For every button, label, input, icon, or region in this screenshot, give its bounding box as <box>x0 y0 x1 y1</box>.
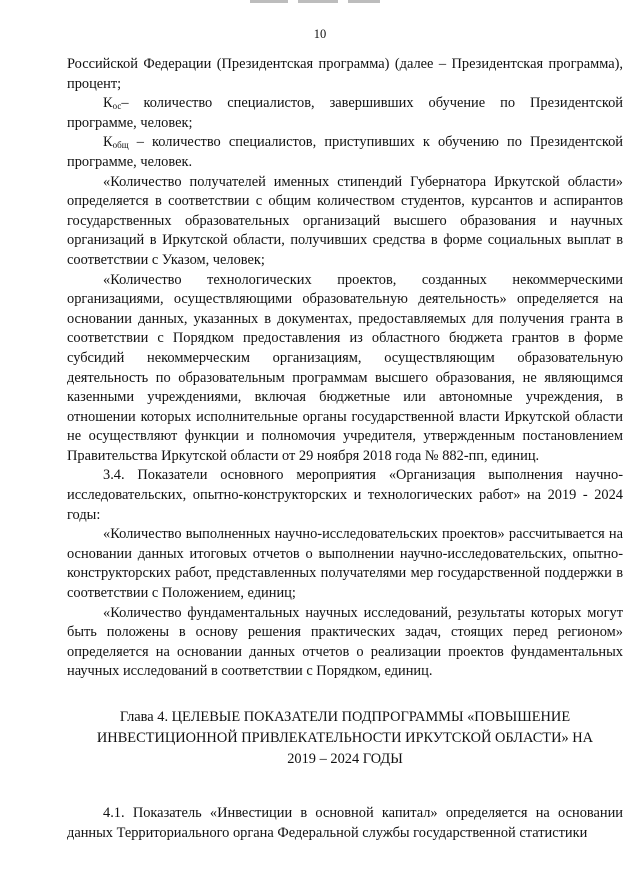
document-body <box>67 55 623 843</box>
paragraph-k-obsh <box>67 133 623 172</box>
symbol-subscript: ос <box>112 101 122 112</box>
chapter-heading-line: 2019 – 2024 ГОДЫ <box>287 751 403 767</box>
paragraph-continuation: Российской Федерации (Президентская программа) (далее – Президентская программа), процент; <box>67 56 623 92</box>
symbol-k: К <box>103 95 113 112</box>
definition-text: – количество специалистов, приступивших к обучению по Президентской программе, человек. <box>67 134 623 170</box>
paragraph-k-os <box>67 94 623 133</box>
paragraph-tech-projects: «Количество технологических проектов, созданных некоммерческими организациями, осуществляющими образовательную деятельность» определяется на основании данных, указанных в документах, предоставляемых для получения гранта в соответствии с Порядком предоставления из областного бюджета грантов в форме субсидий некоммерческим организациям, осуществляющим образовательную деятельность по образовательным программам высшего образования, не являющимся казенными учреждениями, включая бюджетные или автономные учреждения, в отношении которых исполнительные органы государственной власти Иркутской области не осуществляют функции и полномочия учредителя, утвержденным постановлением Правительства Иркутской области от 29 ноября 2018 года № 882-пп, единиц. <box>67 271 623 464</box>
definition-text: – количество специалистов, завершивших обучение по Президентской программе, человек; <box>67 95 623 131</box>
paragraph-section-4-1: 4.1. Показатель «Инвестиции в основной капитал» определяется на основании данных Территориального органа Федеральной службы государственной статистики <box>67 805 623 841</box>
scan-top-marks <box>250 0 380 3</box>
chapter-heading-line: ИНВЕСТИЦИОННОЙ ПРИВЛЕКАТЕЛЬНОСТИ ИРКУТСКОЙ ОБЛАСТИ» НА <box>96 730 594 746</box>
symbol-k: К <box>103 134 113 151</box>
chapter-heading <box>67 707 623 770</box>
page-number: 10 <box>313 27 327 41</box>
paragraph-section-3-4: 3.4. Показатели основного мероприятия «Организация выполнения научно-исследовательских, опытно-конструкторских и технологических работ» на 2019 - 2024 годы: <box>67 467 623 523</box>
paragraph-fundamental-research: «Количество фундаментальных научных исследований, результаты которых могут быть положены в основу решения практических задач, стоящих перед регионом» определяется на основании данных отчетов о реализации проектов фундаментальных научных исследований в соответствии с Порядком, единиц. <box>67 604 623 680</box>
chapter-heading-line: Глава 4. ЦЕЛЕВЫЕ ПОКАЗАТЕЛИ ПОДПРОГРАММЫ «ПОВЫШЕНИЕ <box>119 709 571 725</box>
symbol-subscript: общ <box>112 140 129 151</box>
paragraph-research-projects: «Количество выполненных научно-исследовательских проектов» рассчитывается на основании данных итоговых отчетов о выполнении научно-исследовательских, опытно-конструкторских работ, представленных получателями мер государственной поддержки в соответствии с Положением, единиц; <box>67 526 623 602</box>
paragraph-scholarships: «Количество получателей именных стипендий Губернатора Иркутской области» определяется в соответствии с общим количеством студентов, курсантов и аспирантов государственных образовательных организаций высшего образования и научных организаций в Иркутской области, получивших средства в форме социальных выплат в соответствии с Указом, человек; <box>67 173 623 268</box>
